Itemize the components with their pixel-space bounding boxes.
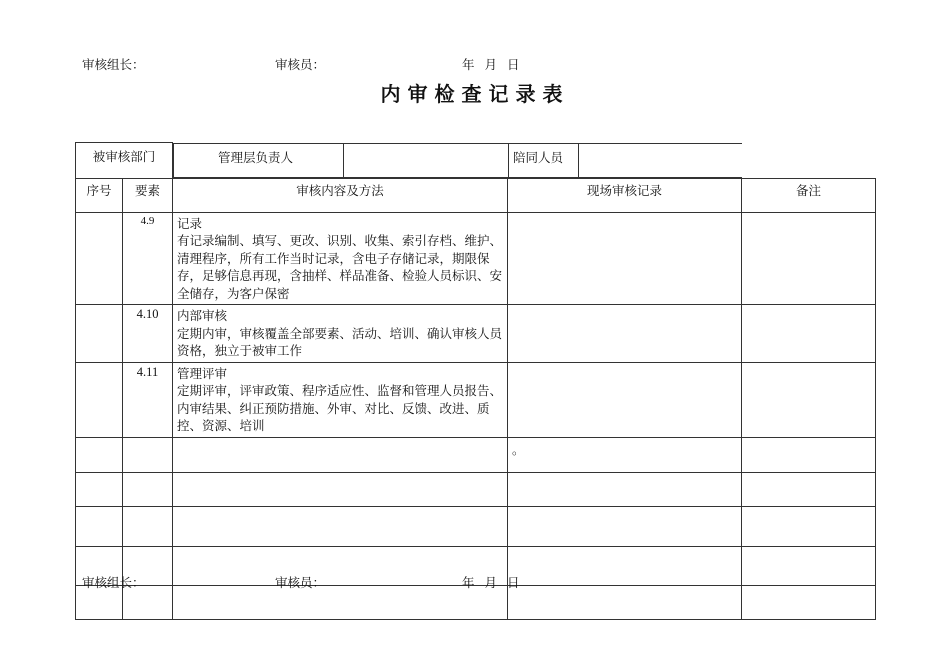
content-cell[interactable]	[173, 585, 508, 619]
record-cell[interactable]	[508, 472, 742, 506]
remark-cell[interactable]	[742, 546, 876, 585]
record-cell[interactable]	[508, 585, 742, 619]
accompany-value[interactable]	[579, 143, 742, 177]
content-cell[interactable]	[173, 437, 508, 472]
table-row	[76, 362, 876, 437]
content-cell[interactable]	[173, 506, 508, 546]
remark-cell[interactable]	[742, 472, 876, 506]
seq-cell[interactable]	[76, 305, 123, 363]
header-leader-label: 审核组长：	[82, 57, 145, 72]
remark-cell[interactable]	[742, 212, 876, 305]
content-title: 内部审核	[177, 308, 228, 323]
seq-cell[interactable]	[76, 506, 123, 546]
header-date-label: 年 月 日	[462, 57, 520, 72]
content-text: 有记录编制、填写、更改、识别、收集、索引存档、维护、清理程序，所有工作当时记录，含电子存储记录，期限保存，足够信息再现，含抽样、样品准备、检验人员标识、安全储存，为客户保密	[177, 233, 503, 301]
info-mid	[173, 143, 742, 179]
document-title: 内审检查记录表	[380, 82, 570, 106]
element-cell: 4.10	[123, 305, 173, 363]
content-title: 管理评审	[177, 365, 228, 381]
remark-cell[interactable]	[742, 506, 876, 546]
record-cell[interactable]	[508, 362, 742, 437]
seq-cell[interactable]	[76, 472, 123, 506]
content-title: 记录	[177, 215, 203, 231]
record-cell[interactable]	[508, 546, 742, 585]
remark-cell[interactable]	[742, 362, 876, 437]
remark-cell[interactable]	[742, 585, 876, 619]
col-element-header: 要素	[123, 178, 173, 212]
table-row	[76, 506, 876, 546]
table-row	[76, 472, 876, 506]
seq-cell[interactable]	[76, 437, 123, 472]
info-row	[76, 143, 876, 179]
table-row	[76, 437, 876, 472]
dept-label: 被审核部门	[76, 143, 173, 179]
manager-value[interactable]	[344, 143, 509, 177]
manager-label: 管理层负责人	[174, 143, 344, 177]
footer-date-label: 年 月 日	[462, 575, 520, 590]
col-remark-header: 备注	[742, 178, 876, 212]
content-text: 定期内审，审核覆盖全部要素、活动、培训、确认审核人员资格，独立于被审工作	[177, 325, 503, 358]
content-text: 定期评审，评审政策、程序适应性、监督和管理人员报告、内审结果、纠正预防措施、外审、对比、反馈、改进、质控、资源、培训	[177, 383, 503, 433]
seq-cell[interactable]	[76, 362, 123, 437]
element-cell: 4.11	[123, 362, 173, 437]
content-cell	[173, 305, 508, 363]
col-content-header: 审核内容及方法	[173, 178, 508, 212]
record-cell[interactable]	[508, 305, 742, 363]
col-record-header: 现场审核记录	[508, 178, 742, 212]
audit-record-table	[75, 142, 876, 620]
element-cell[interactable]	[123, 506, 173, 546]
seq-cell[interactable]	[76, 212, 123, 305]
col-seq-header: 序号	[76, 178, 123, 212]
remark-cell[interactable]	[742, 305, 876, 363]
record-cell[interactable]: 。	[508, 437, 742, 472]
column-header-row	[76, 178, 876, 212]
element-cell[interactable]	[123, 472, 173, 506]
element-cell[interactable]	[123, 437, 173, 472]
record-cell[interactable]	[508, 212, 742, 305]
content-cell[interactable]	[173, 472, 508, 506]
accompany-label: 陪同人员	[509, 143, 579, 177]
content-cell	[173, 212, 508, 305]
record-cell[interactable]	[508, 506, 742, 546]
content-cell	[173, 362, 508, 437]
table-row	[76, 212, 876, 305]
footer-leader-label: 审核组长：	[82, 575, 145, 590]
remark-cell[interactable]	[742, 437, 876, 472]
content-cell[interactable]	[173, 546, 508, 585]
table-row	[76, 305, 876, 363]
element-cell: 4.9	[123, 212, 173, 305]
footer-auditor-label: 审核员：	[275, 575, 326, 590]
header-auditor-label: 审核员：	[275, 57, 326, 72]
